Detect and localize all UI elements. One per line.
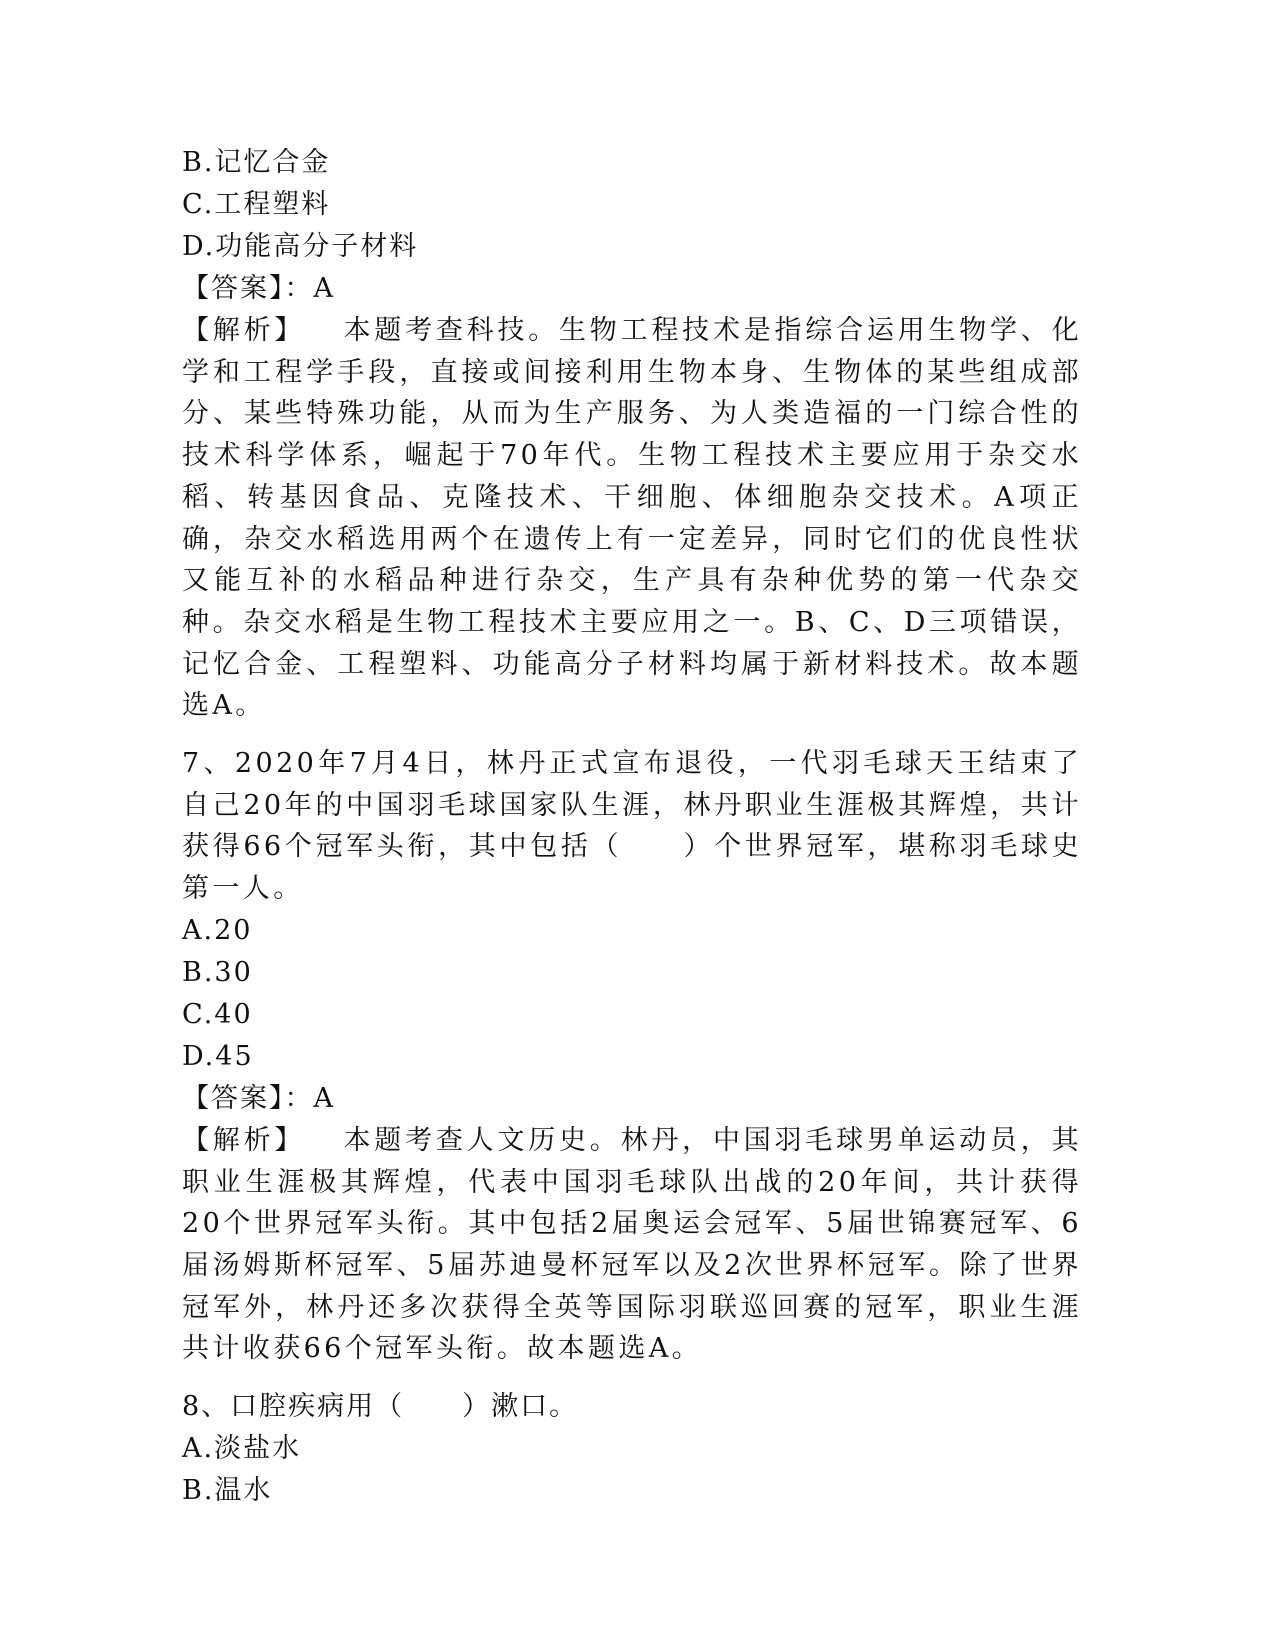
section-gap (182, 1370, 1082, 1386)
q6-analysis-label: 【解析】 (182, 315, 306, 346)
q7-analysis (182, 1120, 1082, 1370)
q7-option-a: A.20 (182, 914, 253, 946)
q7-option-d: D.45 (182, 1040, 254, 1072)
q8-option-b: B.温水 (182, 1475, 273, 1507)
document-page (182, 142, 1082, 1512)
q6-analysis-text: 本题考查科技。生物工程技术是指综合运用生物学、化学和工程学手段，直接或间接利用生物本身、生物体的某些组成部分、某些特殊功能，从而为生产服务、为人类造福的一门综合性的技术科学体系，崛起于70年代。生物工程技术主要应用于杂交水稻、转基因食品、克隆技术、干细胞、体细胞杂交技术。A项正确，杂交水稻选用两个在遗传上有一定差异，同时它们的优良性状又能互补的水稻品种进行杂交，生产具有杂种优势的第一代杂交种。杂交水稻是生物工程技术主要应用之一。B、C、D三项错误，记忆合金、工程塑料、功能高分子材料均属于新材料技术。故本题选A。 (182, 315, 1082, 722)
q7-option-c: C.40 (182, 998, 253, 1030)
q6-option-b: B.记忆合金 (182, 147, 331, 178)
q6-option-c: C.工程塑料 (182, 189, 331, 220)
q6-analysis (182, 310, 1082, 727)
q7-analysis-label: 【解析】 (182, 1124, 306, 1156)
q7-stem: 7、2020年7月4日，林丹正式宣布退役，一代羽毛球天王结束了自己20年的中国羽毛球国家队生涯，林丹职业生涯极其辉煌，共计获得66个冠军头衔，其中包括（ ）个世界冠军，堪称羽毛球史第一人。 (182, 748, 1082, 905)
q7-analysis-text: 本题考查人文历史。林丹，中国羽毛球男单运动员，其职业生涯极其辉煌，代表中国羽毛球队出战的20年间，共计获得20个世界冠军头衔。其中包括2届奥运会冠军、5届世锦赛冠军、6届汤姆斯杯冠军、5届苏迪曼杯冠军以及2次世界杯冠军。除了世界冠军外，林丹还多次获得全英等国际羽联巡回赛的冠军，职业生涯共计收获66个冠军头衔。故本题选A。 (182, 1124, 1082, 1365)
q8-option-a: A.淡盐水 (182, 1433, 302, 1465)
section-gap (182, 727, 1082, 743)
q6-answer: 【答案】：A (182, 273, 335, 304)
q6-option-d: D.功能高分子材料 (182, 231, 419, 262)
q7-option-b: B.30 (182, 956, 253, 988)
q7-answer: 【答案】：A (182, 1082, 335, 1114)
q8-stem: 8、口腔疾病用（ ）漱口。 (182, 1391, 579, 1423)
